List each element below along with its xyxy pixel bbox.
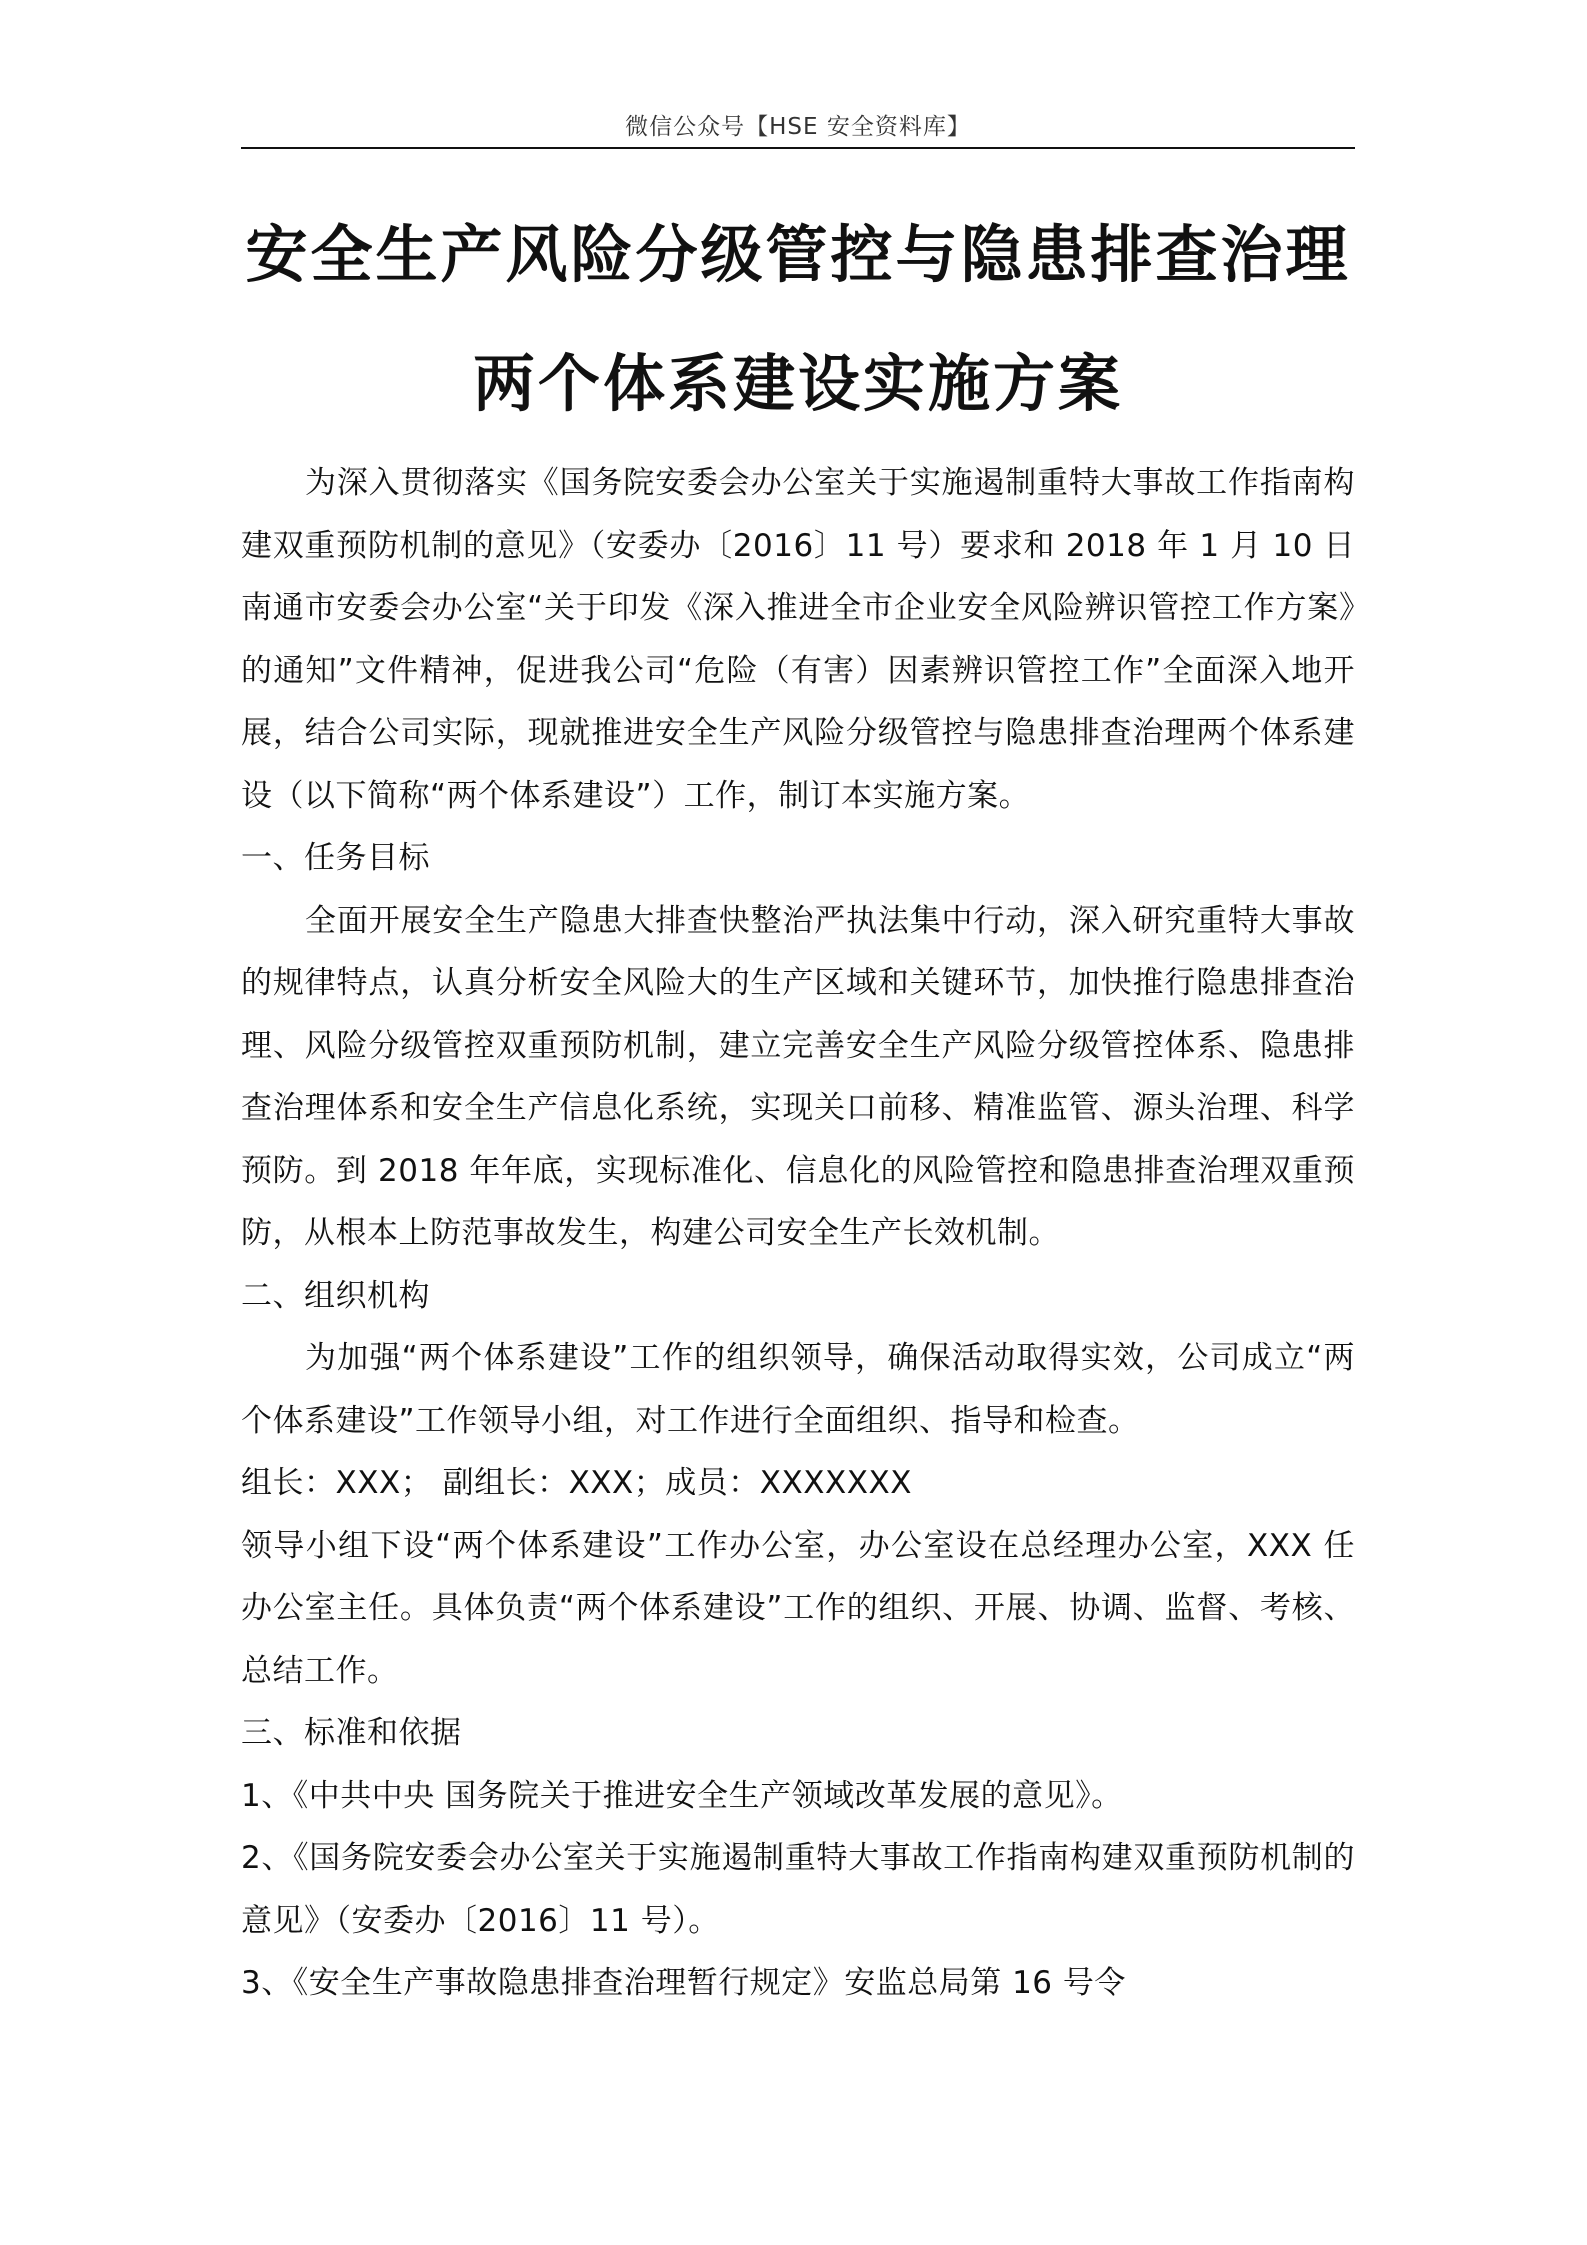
document-title-line-2: 两个体系建设实施方案 xyxy=(472,347,1123,420)
section-heading-organization: 二、组织机构 xyxy=(241,1277,430,1314)
organization-paragraph: 为加强“两个体系建设”工作的组织领导，确保活动取得实效，公司成立“两个体系建设”工作领导小组，对工作进行全面组织、指导和检查。 xyxy=(241,1340,1355,1439)
office-paragraph: 领导小组下设“两个体系建设”工作办公室，办公室设在总经理办公室，XXX 任办公室主任。具体负责“两个体系建设”工作的组织、开展、协调、监督、考核、总结工作。 xyxy=(241,1527,1355,1689)
basis-item-3: 3、《安全生产事故隐患排查治理暂行规定》安监总局第 16 号令 xyxy=(241,1965,1126,2001)
document-body xyxy=(241,452,1355,2015)
goals-paragraph: 全面开展安全生产隐患大排查快整治严执法集中行动，深入研究重特大事故的规律特点，认真分析安全风险大的生产区域和关键环节，加快推行隐患排查治理、风险分级管控双重预防机制，建立完善安全生产风险分级管控体系、隐患排查治理体系和安全生产信息化系统，实现关口前移、精准监管、源头治理、科学预防。到 2018 年年底，实现标准化、信息化的风险管控和隐患排查治理双重预防，从根本上防范事故发生，构建公司安全生产长效机制。 xyxy=(241,902,1355,1251)
section-heading-goals: 一、任务目标 xyxy=(241,840,430,876)
intro-paragraph: 为深入贯彻落实《国务院安委会办公室关于实施遏制重特大事故工作指南构建双重预防机制的意见》（安委办〔2016〕11 号）要求和 2018 年 1 月 10 日南通市安委会办公室“关于印发《深入推进全市企业安全风险辨识管控工作方案》的通知”文件精神，促进我公司“危险（有害）因素辨识管控工作”全面深入地开展，结合公司实际，现就推进安全生产风险分级管控与隐患排查治理两个体系建设（以下简称“两个体系建设”）工作，制订本实施方案。 xyxy=(241,465,1355,814)
page-header: 微信公众号【HSE 安全资料库】 xyxy=(625,114,971,140)
basis-item-1: 1、《中共中央 国务院关于推进安全生产领域改革发展的意见》。 xyxy=(241,1777,1123,1814)
header-divider xyxy=(241,147,1355,149)
members-line: 组长：XXX； 副组长：XXX；成员：XXXXXXX xyxy=(241,1465,912,1501)
document-title-line-1: 安全生产风险分级管控与隐患排查治理 xyxy=(245,218,1351,291)
section-heading-standards: 三、标准和依据 xyxy=(241,1715,462,1751)
basis-item-2: 2、《国务院安委会办公室关于实施遏制重特大事故工作指南构建双重预防机制的意见》（安委办〔2016〕11 号）。 xyxy=(241,1840,1355,1939)
